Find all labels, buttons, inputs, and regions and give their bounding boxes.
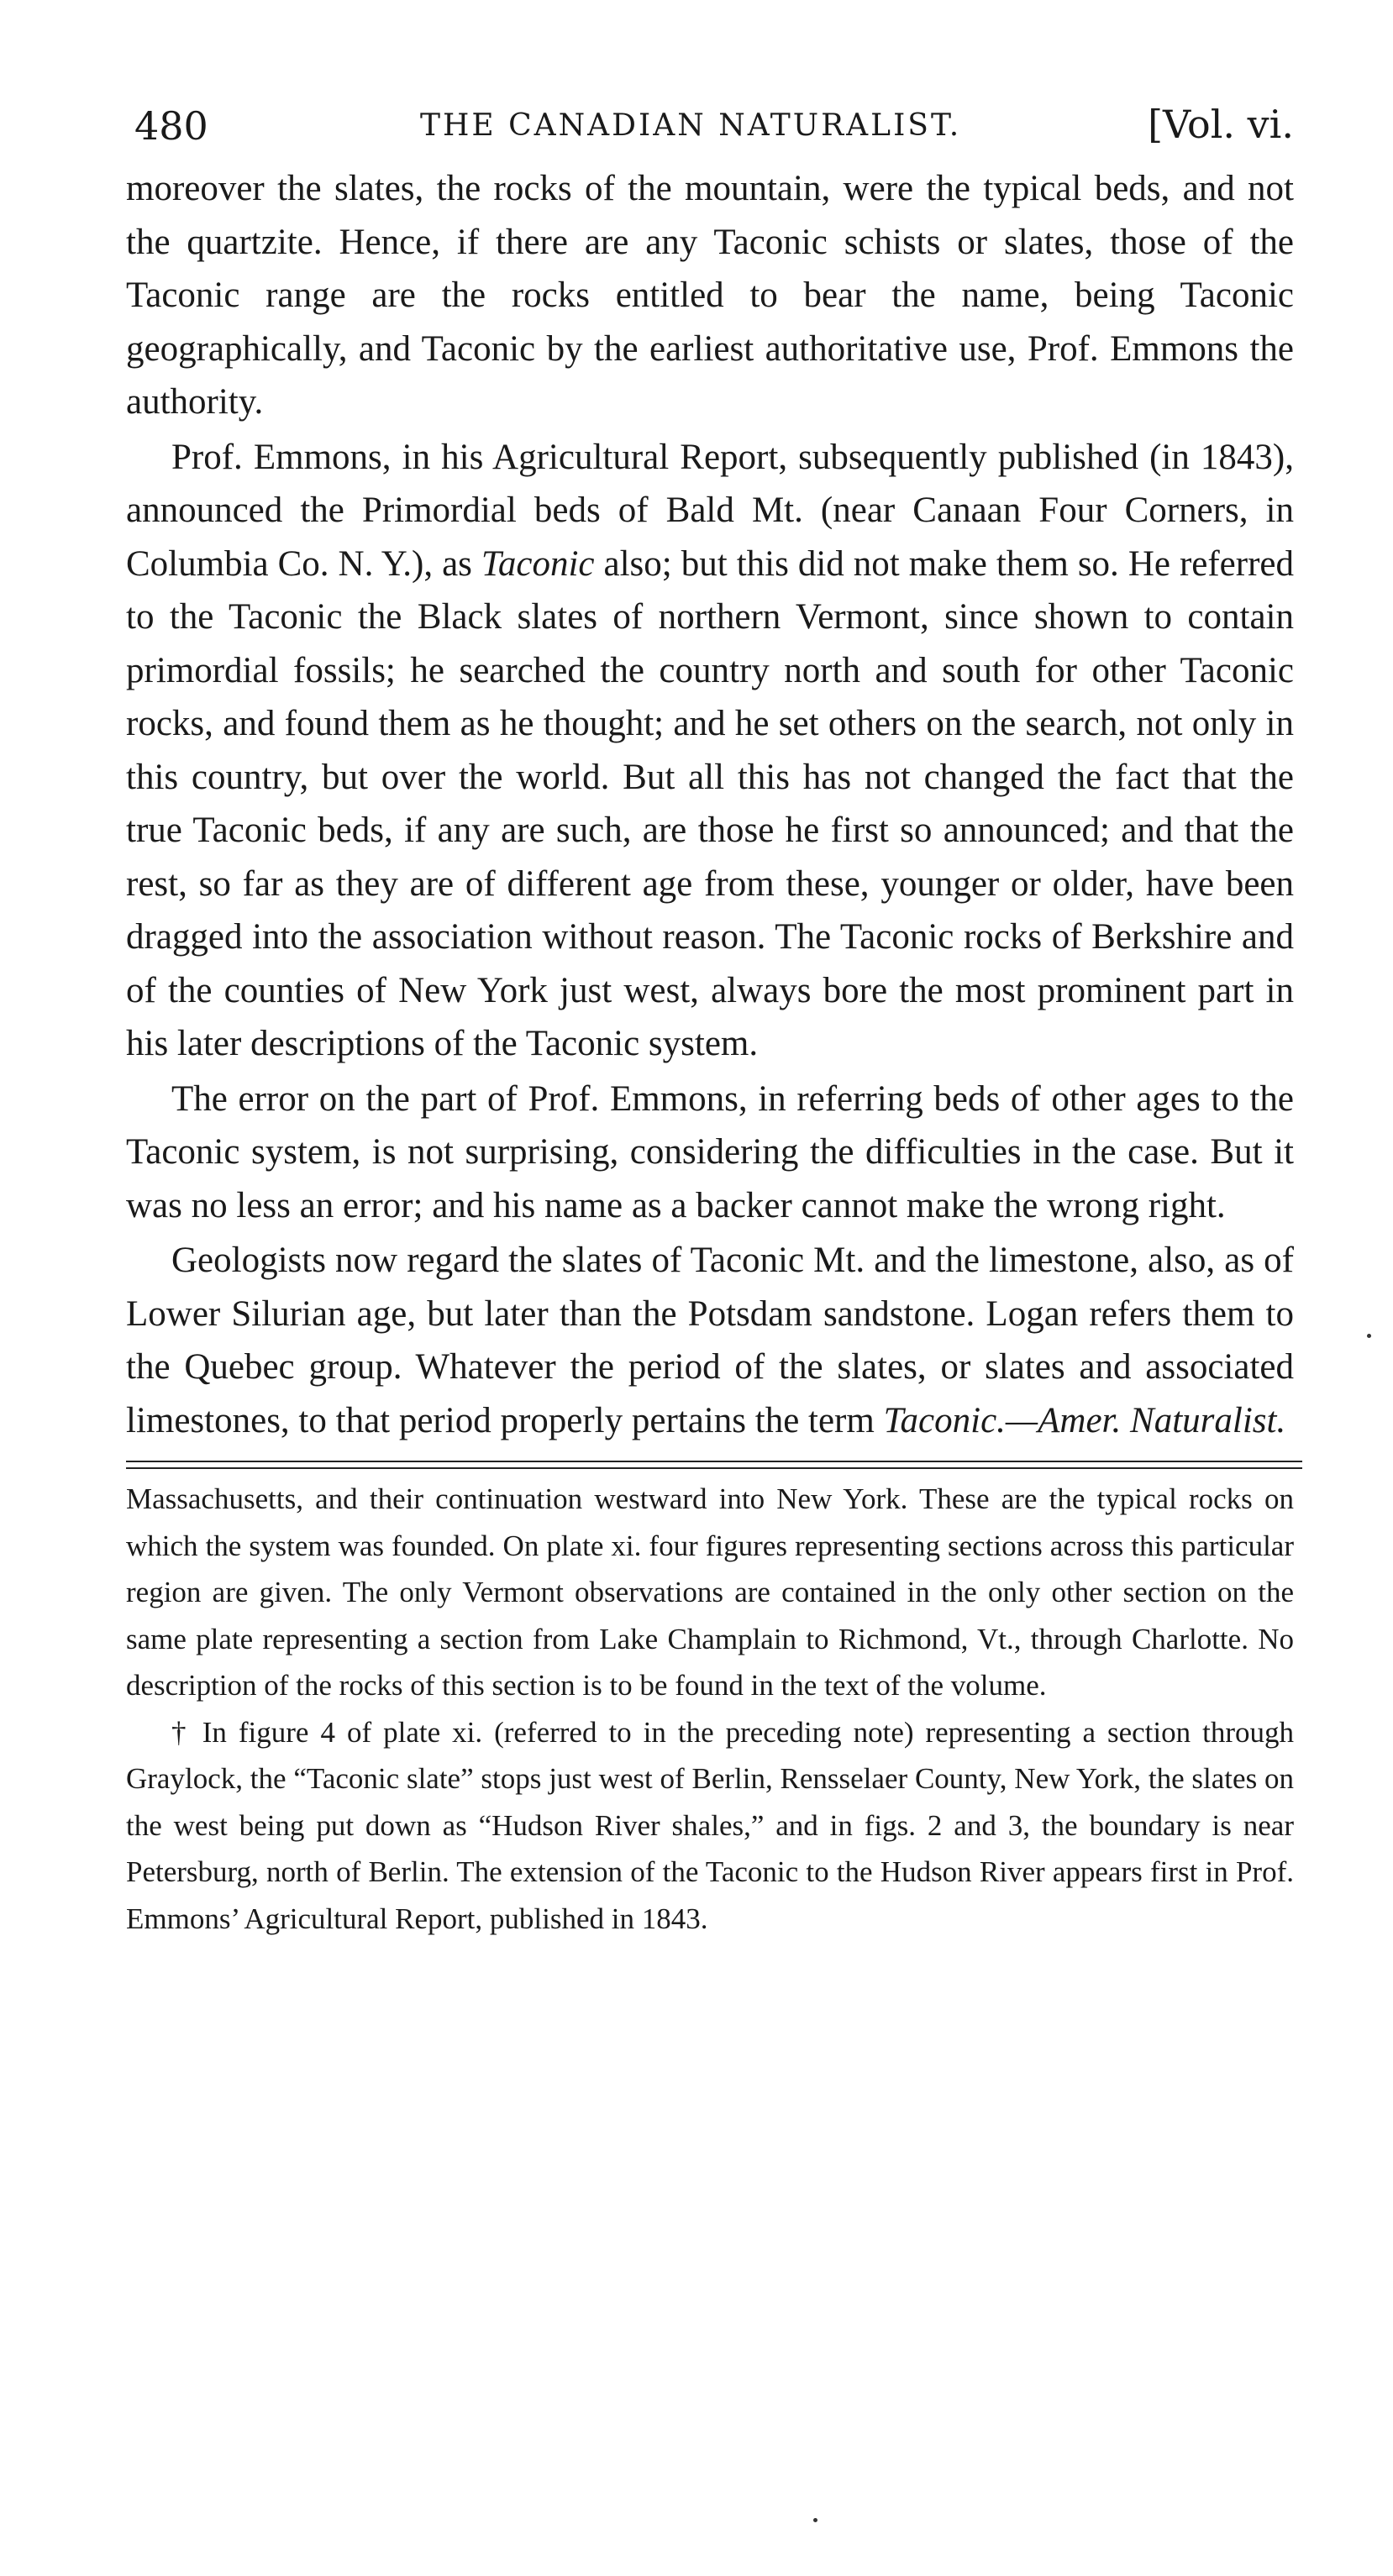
body-text [126,162,1294,1447]
volume-label: [Vol. vi. [1148,102,1294,147]
print-speck [813,2518,817,2522]
document-page [126,97,1294,1942]
paragraph-2-text-before: Prof. Emmons, in his Agricultural Report, subsequently published (in 1843), announced the Primordial beds of Bald Mt. (near Canaan Four Corners, in Columbia Co. N. Y.), as [126,437,1294,584]
footnote-2 [126,1709,1294,1943]
footnote-2-text: In figure 4 of plate xi. (referred to in the preceding note) representing a section through Graylock, the “Taconic slate” stops just west of Berlin, Rensselaer County, New York, the slates on the west being put down as “Hudson River shales,” and in figs. 2 and 3, the boundary is near Petersburg, north of Berlin. The extension of the Taconic to the Hudson River appears first in Prof. Emmons’ Agricultural Report, published in 1843. [126,1715,1295,1935]
paragraph-3 [126,1073,1294,1233]
print-speck [1367,1334,1371,1338]
paragraph-2 [126,431,1294,1071]
page-number: 480 [134,103,208,149]
running-head [126,97,1294,155]
footnote-1 [126,1476,1294,1709]
dagger-marker: † [171,1715,191,1749]
paragraph-4-italic: Taconic.—Amer. Naturalist. [883,1400,1286,1440]
paragraph-4-text-before: Geologists now regard the slates of Taconic Mt. and the limestone, also, as of Lower Silurian age, but later than the Potsdam sandstone. Logan refers them to the Quebec group. Whatever the period of the slates, or slates and associated limestones, to that period properly pertains the term [126,1241,1294,1440]
paragraph-4 [126,1234,1294,1447]
paragraph-1-text: moreover the slates, the rocks of the mountain, were the typical beds, and not the quartzite. Hence, if there are any Taconic schists or slates, those of the Taconic range are the rocks entitled to bear the name, being Taconic geographically, and Taconic by the earliest authoritative use, Prof. Emmons the authority. [126,169,1294,422]
paragraph-2-text-after: also; but this did not make them so. He referred to the Taconic the Black slates of northern Vermont, since shown to contain primordial fossils; he searched the country north and south for other Taconic rocks, and found them as he thought; and he set others on the search, not only in this country, but over the world. But all this has not changed the fact that the true Taconic beds, if any are such, are those he first so announced; and that the rest, so far as they are of different age from these, younger or older, have been dragged into the association without reason. The Taconic rocks of Berkshire and of the counties of New York just west, always bore the most prominent part in his later descriptions of the Taconic system. [126,543,1294,1063]
paragraph-2-italic: Taconic [481,543,595,584]
paragraph-3-text: The error on the part of Prof. Emmons, in referring beds of other ages to the Taconic system, is not surprising, considering the difficulties in the case. But it was no less an error; and his name as a backer cannot make the wrong right. [126,1078,1294,1225]
journal-title: THE CANADIAN NATURALIST. [420,108,962,143]
footnote-1-text: Massachusetts, and their continuation westward into New York. These are the typical rocks on which the system was founded. On plate xi. four figures representing sections across this particular region are given. The only Vermont observations are contained in the only other section on the same plate representing a section from Lake Champlain to Richmond, Vt., through Charlotte. No description of the rocks of this section is to be found in the text of the volume. [126,1482,1294,1702]
footnote-rule [126,1461,1302,1469]
footnotes [126,1476,1294,1942]
paragraph-1 [126,162,1294,429]
